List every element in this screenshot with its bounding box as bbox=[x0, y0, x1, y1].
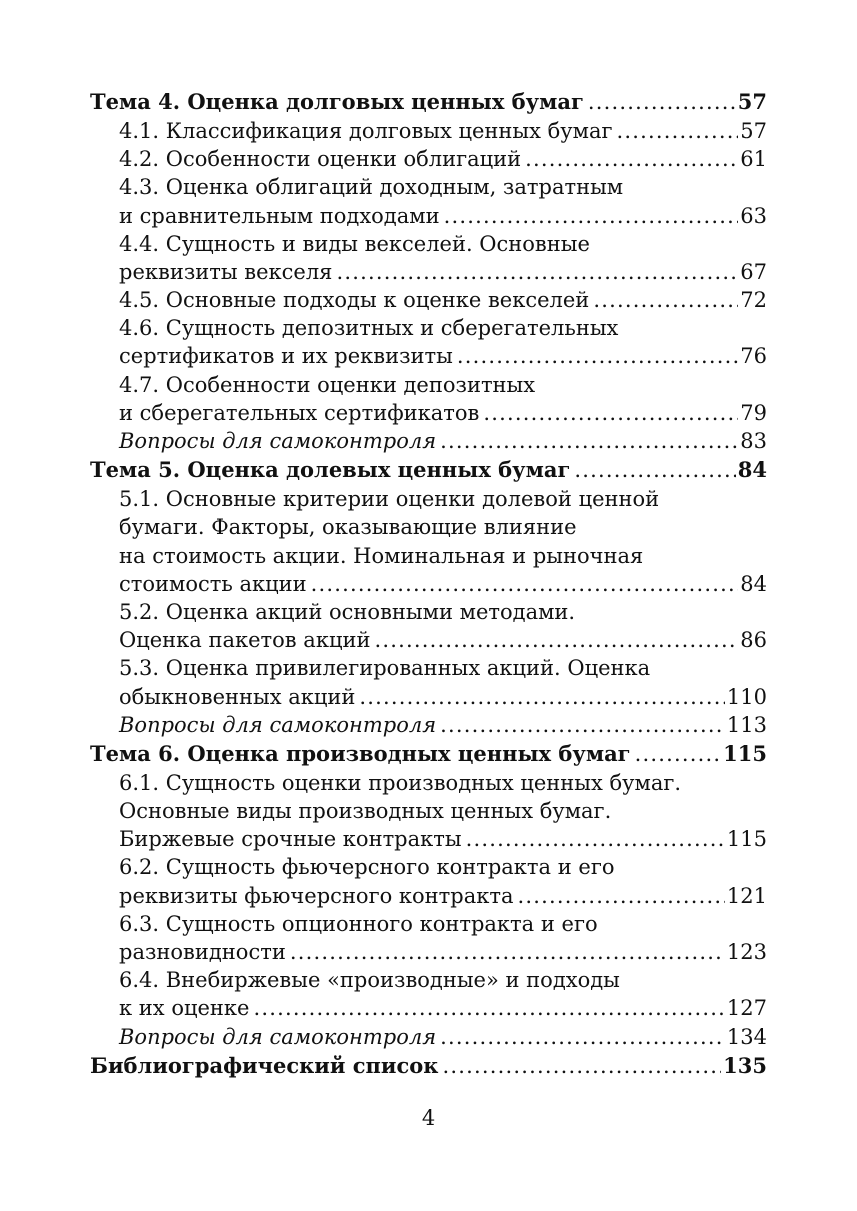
toc-entry-title-cont: и сравнительным подходами bbox=[119, 203, 440, 228]
toc-page-number: 76 bbox=[740, 344, 767, 369]
toc-topic-6[interactable] bbox=[90, 739, 767, 769]
toc-entry-5-2-line2[interactable] bbox=[90, 626, 767, 654]
toc-entry-6-1-line2[interactable] bbox=[90, 797, 767, 825]
toc-page-number: 57 bbox=[737, 89, 767, 114]
toc-page-number: 61 bbox=[740, 147, 767, 172]
dot-leader bbox=[311, 570, 739, 598]
toc-entry-5-1-line4[interactable] bbox=[90, 570, 767, 598]
toc-page-number: 115 bbox=[723, 740, 767, 766]
toc-page-number: 115 bbox=[726, 827, 767, 852]
toc-entry-6-3-line1[interactable] bbox=[90, 910, 767, 938]
toc-entry-4-7-line1[interactable] bbox=[90, 371, 767, 399]
toc-entry-title: 5.2. Оценка акций основными методами. bbox=[119, 599, 576, 624]
dot-leader bbox=[466, 825, 725, 853]
dot-leader bbox=[617, 117, 739, 145]
toc-topic-5[interactable] bbox=[90, 455, 767, 485]
toc-entry-title: 4.4. Сущность и виды векселей. Основные bbox=[119, 231, 590, 256]
toc-topic-4[interactable] bbox=[90, 87, 767, 117]
toc-entry-4-4-line2[interactable] bbox=[90, 258, 767, 286]
toc-entry-4-6-line1[interactable] bbox=[90, 314, 767, 342]
toc-entry-title: Вопросы для самоконтроля bbox=[119, 712, 437, 737]
toc-page-number: 134 bbox=[726, 1024, 767, 1049]
toc-page-number: 135 bbox=[723, 1052, 767, 1078]
toc-entry-title-cont: и сберегательных сертификатов bbox=[119, 400, 480, 425]
toc-entry-title: 6.3. Сущность опционного контракта и его bbox=[119, 911, 598, 936]
toc-entry-title: 5.1. Основные критерии оценки долевой ценной bbox=[119, 487, 660, 512]
toc-page-number: 84 bbox=[737, 457, 767, 483]
dot-leader bbox=[574, 455, 735, 485]
toc-entry-6-3-line2[interactable] bbox=[90, 938, 767, 966]
toc-entry-title-cont: разновидности bbox=[119, 940, 286, 965]
toc-topic-title: Тема 6. Оценка производных ценных бумаг bbox=[90, 740, 631, 766]
toc-entry-title: 5.3. Оценка привилегированных акций. Оценка bbox=[119, 656, 651, 681]
toc-topic-title: Тема 5. Оценка долевых ценных бумаг bbox=[90, 457, 571, 483]
dot-leader bbox=[442, 1051, 721, 1081]
dot-leader bbox=[635, 739, 722, 769]
toc-entry-title: 4.7. Особенности оценки депозитных bbox=[119, 372, 536, 397]
dot-leader bbox=[525, 145, 738, 173]
toc-topic-title: Тема 4. Оценка долговых ценных бумаг bbox=[90, 89, 584, 114]
toc-page-number: 67 bbox=[740, 259, 767, 284]
toc-entry-title: 4.2. Особенности оценки облигаций bbox=[119, 147, 522, 172]
dot-leader bbox=[483, 399, 738, 427]
table-of-contents bbox=[90, 87, 767, 1081]
toc-page-number: 113 bbox=[726, 712, 767, 737]
toc-entry-6-4-line1[interactable] bbox=[90, 966, 767, 994]
toc-entry-4-7-line2[interactable] bbox=[90, 399, 767, 427]
toc-entry-title-cont: к их оценке bbox=[119, 996, 250, 1021]
toc-entry-4-1[interactable] bbox=[90, 117, 767, 145]
toc-entry-5-2-line1[interactable] bbox=[90, 598, 767, 626]
toc-page-number: 57 bbox=[740, 118, 767, 143]
toc-entry-title: 6.4. Внебиржевые «производные» и подходы bbox=[119, 968, 620, 993]
toc-entry-5-1-line3[interactable] bbox=[90, 542, 767, 570]
toc-entry-6-1-line3[interactable] bbox=[90, 825, 767, 853]
toc-entry-title-cont: реквизиты фьючерсного контракта bbox=[119, 883, 514, 908]
toc-entry-6-2-line1[interactable] bbox=[90, 854, 767, 882]
toc-entry-title: 6.2. Сущность фьючерсного контракта и его bbox=[119, 855, 615, 880]
dot-leader bbox=[588, 87, 736, 117]
dot-leader bbox=[336, 258, 738, 286]
toc-entry-4-6-line2[interactable] bbox=[90, 343, 767, 371]
toc-topic-title: Библиографический список bbox=[90, 1052, 439, 1078]
toc-entry-title-cont: Основные виды производных ценных бумаг. bbox=[119, 799, 612, 824]
toc-entry-6-questions[interactable] bbox=[90, 1023, 767, 1051]
toc-page-number: 123 bbox=[726, 940, 767, 965]
dot-leader bbox=[593, 286, 738, 314]
toc-page-number: 72 bbox=[740, 288, 767, 313]
toc-page-number: 110 bbox=[726, 684, 767, 709]
dot-leader bbox=[359, 683, 725, 711]
toc-entry-4-2[interactable] bbox=[90, 145, 767, 173]
toc-entry-5-questions[interactable] bbox=[90, 711, 767, 739]
toc-entry-6-4-line2[interactable] bbox=[90, 994, 767, 1022]
dot-leader bbox=[440, 711, 725, 739]
dot-leader bbox=[444, 202, 739, 230]
toc-bibliography[interactable] bbox=[90, 1051, 767, 1081]
toc-entry-4-5[interactable] bbox=[90, 286, 767, 314]
toc-entry-title: 4.1. Классификация долговых ценных бумаг bbox=[119, 118, 613, 143]
toc-entry-6-1-line1[interactable] bbox=[90, 769, 767, 797]
dot-leader bbox=[440, 1023, 725, 1051]
toc-entry-6-2-line2[interactable] bbox=[90, 882, 767, 910]
toc-page-number: 127 bbox=[726, 996, 767, 1021]
toc-entry-title: 6.1. Сущность оценки производных ценных бумаг. bbox=[119, 770, 682, 795]
toc-entry-title: 4.6. Сущность депозитных и сберегательных bbox=[119, 316, 619, 341]
dot-leader bbox=[457, 342, 738, 370]
page-number: 4 bbox=[421, 1106, 436, 1130]
toc-entry-4-questions[interactable] bbox=[90, 427, 767, 455]
toc-entry-4-3-line1[interactable] bbox=[90, 173, 767, 201]
toc-page-number: 63 bbox=[740, 203, 767, 228]
toc-entry-title-cont: Биржевые срочные контракты bbox=[119, 827, 462, 852]
toc-entry-title: Вопросы для самоконтроля bbox=[119, 1024, 437, 1049]
toc-entry-5-3-line2[interactable] bbox=[90, 683, 767, 711]
toc-entry-title: 4.5. Основные подходы к оценке векселей bbox=[119, 288, 590, 313]
toc-entry-title-cont: обыкновенных акций bbox=[119, 684, 356, 709]
toc-entry-5-3-line1[interactable] bbox=[90, 654, 767, 682]
toc-entry-title-cont: на стоимость акции. Номинальная и рыночная bbox=[119, 543, 644, 568]
toc-entry-5-1-line1[interactable] bbox=[90, 485, 767, 513]
dot-leader bbox=[440, 427, 738, 455]
toc-entry-title-cont: сертификатов и их реквизиты bbox=[119, 344, 453, 369]
dot-leader bbox=[290, 938, 725, 966]
dot-leader bbox=[518, 882, 725, 910]
toc-page-number: 83 bbox=[740, 429, 767, 454]
toc-entry-5-1-line2[interactable] bbox=[90, 513, 767, 541]
toc-entry-4-3-line2[interactable] bbox=[90, 202, 767, 230]
toc-entry-4-4-line1[interactable] bbox=[90, 230, 767, 258]
toc-entry-title-cont: бумаги. Факторы, оказывающие влияние bbox=[119, 515, 577, 540]
toc-page-number: 79 bbox=[740, 400, 767, 425]
dot-leader bbox=[253, 994, 724, 1022]
toc-entry-title: 4.3. Оценка облигаций доходным, затратным bbox=[119, 175, 624, 200]
toc-entry-title: Вопросы для самоконтроля bbox=[119, 429, 437, 454]
toc-entry-title-cont: Оценка пакетов акций bbox=[119, 628, 371, 653]
toc-entry-title-cont: реквизиты векселя bbox=[119, 259, 333, 284]
toc-page-number: 84 bbox=[740, 571, 767, 596]
toc-entry-title-cont: стоимость акции bbox=[119, 571, 307, 596]
dot-leader bbox=[374, 626, 738, 654]
toc-page-number: 86 bbox=[740, 628, 767, 653]
toc-page-number: 121 bbox=[726, 883, 767, 908]
